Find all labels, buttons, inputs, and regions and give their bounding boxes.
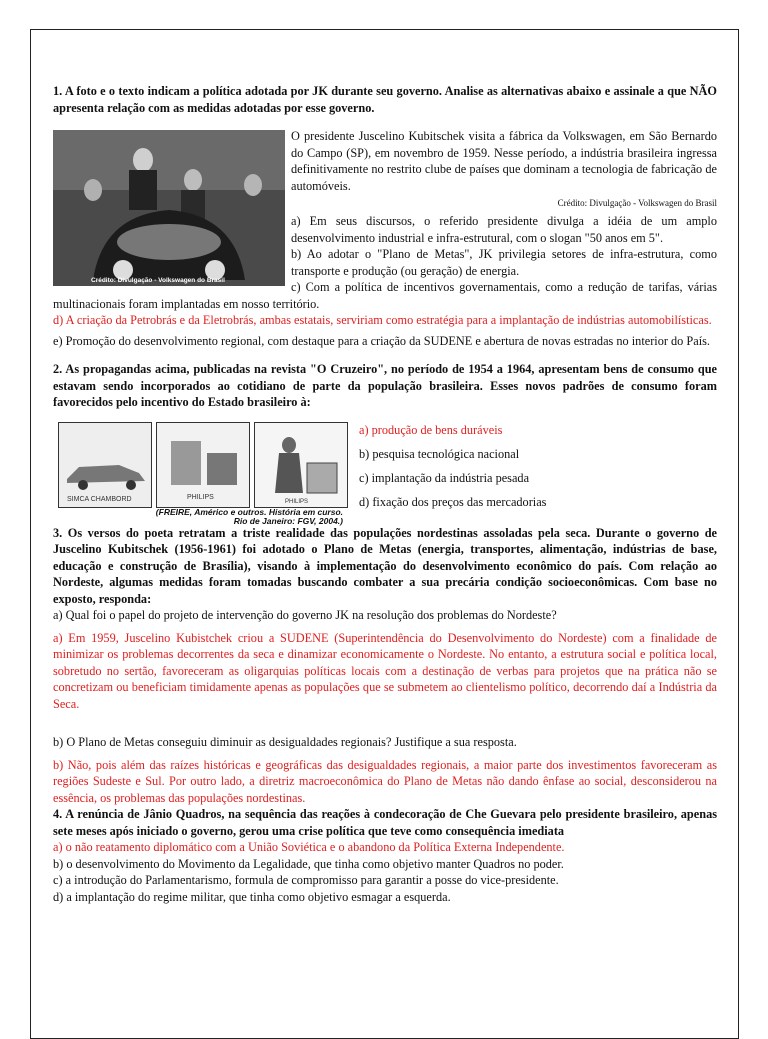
question-4-option-a-answer: a) o não reatamento diplomático com a União Soviética e o abandono da Política Externa Independente.: [53, 840, 565, 854]
photo-credit: Crédito: Divulgação - Volkswagen do Brasil: [91, 277, 225, 284]
question-1-intro: O presidente Juscelino Kubitschek visita a fábrica da Volkswagen, em São Bernardo do Campo (SP), em novembro de 1959. Nesse período, a indústria brasileira ingressa definitivamente no restrito clube de países que dominam a tecnologia de fabricação de automóveis.: [291, 129, 717, 193]
svg-text:SIMCA CHAMBORD: SIMCA CHAMBORD: [67, 495, 132, 503]
question-2-body: [53, 419, 717, 525]
washing-machine-ad-image: [254, 422, 348, 508]
ads-source-caption: [83, 508, 343, 526]
question-4-option-c: c) a introdução do Parlamentarismo, formula de compromisso para garantir a posse do vice-presidente.: [53, 873, 559, 887]
question-3-prompt: 3. Os versos do poeta retratam a triste realidade das populações nordestinas assoladas pela seca. Durante o governo de Juscelino Kubitschek (1956-1961) foi adotado o Plano de Metas (energia, transportes, alimentação, indústrias de base, educação e construção de Brasília), visando à implementação do desenvolvimento econômico do país. Com relação ao Nordeste, algumas medidas foram tomadas buscando combater a sua precária condição socioeconômicas. Com base no exposto, responda:: [53, 525, 717, 606]
svg-text:PHILIPS: PHILIPS: [285, 498, 309, 505]
question-2-option-d: d) fixação dos preços das mercadorias: [359, 494, 547, 509]
car-ad-image: [58, 422, 152, 508]
question-3-sub-a: a) Qual foi o papel do projeto de intervenção do governo JK na resolução dos problemas do Nordeste?: [53, 608, 557, 622]
question-4-option-d: d) a implantação do regime militar, que tinha como objetivo esmagar a esquerda.: [53, 889, 451, 904]
ads-source-line-2: Rio de Janeiro: FGV, 2004.): [233, 515, 343, 526]
question-1-option-c: c) Com a política de incentivos governamentais, como a redução de tarifas, várias multinacionais foram implantadas em nosso território.: [53, 280, 717, 311]
svg-text:PHILIPS: PHILIPS: [187, 493, 214, 501]
question-3-sub-b: b) O Plano de Metas conseguiu diminuir as desigualdades regionais? Justifique a sua resposta.: [53, 735, 517, 749]
question-1-option-e: e) Promoção do desenvolvimento regional, com destaque para a criação da SUDENE e abertura de novas estradas no interior do País.: [53, 333, 710, 348]
ads-image: [53, 419, 353, 525]
question-2-option-c: c) implantação da indústria pesada: [359, 470, 530, 485]
question-1-option-b: b) Ao adotar o "Plano de Metas", JK privilegia setores de infra-estrutura, como transporte e produção (ou geração) de energia.: [291, 247, 717, 278]
question-2-option-b: b) pesquisa tecnológica nacional: [359, 446, 520, 461]
question-1-credit: Crédito: Divulgação - Volkswagen do Brasil: [557, 198, 717, 208]
ads-source-line-1: (FREIRE, Américo e outros. História em curso.: [155, 506, 343, 517]
question-2-option-a-answer: a) produção de bens duráveis: [359, 422, 503, 437]
question-4-prompt: 4. A renúncia de Jânio Quadros, na sequência das reações à condecoração de Che Guevara pelo presidente brasileiro, apenas sete meses após iniciado o governo, gerou uma crise política que teve como consequência imediata: [53, 807, 717, 838]
question-3-answer-b: b) Não, pois além das raízes históricas e geográficas das desigualdades regionais, a maior parte dos investimentos favoreceram as regiões Sudeste e Sul. Por outro lado, a diretriz macroeconômica do Plano de Metas não dando ênfase ao social, desconsiderou na essência, os problemas das populações nordestinas.: [53, 757, 717, 805]
question-2-options: [353, 419, 546, 525]
question-4-option-b: b) o desenvolvimento do Movimento da Legalidade, que tinha como objetivo manter Quadros no poder.: [53, 856, 564, 871]
appliance-ad-image: [156, 422, 250, 508]
question-3-answer-a: a) Em 1959, Juscelino Kubistchek criou a SUDENE (Superintendência do Desenvolvimento do Nordeste) com a finalidade de minimizar os problemas decorrentes da seca e dinamizar economicamente o Nordeste. No entanto, a estrutura social e política local, sobretudo no sertão, favoreceram as oligarquias políticas locais com a destinação de verbas para projetos que na prática não se concretizam ou beneficiam timidamente apenas as populações que se submetem ao clientelismo político, decorrendo daí a Indústria da Seca.: [53, 630, 717, 711]
question-1-option-a: a) Em seus discursos, o referido presidente divulga a idéia de um amplo desenvolvimento industrial e infra-estrutural, com o slogan "50 anos em 5".: [291, 214, 717, 245]
question-1-prompt: 1. A foto e o texto indicam a política adotada por JK durante seu governo. Analise as alternativas abaixo e assinale a que NÃO apresenta relação com as medidas adotadas por esse governo.: [53, 84, 717, 115]
question-1-body: [53, 128, 717, 349]
jk-volkswagen-photo: [53, 130, 285, 286]
question-1-option-d-answer: d) A criação da Petrobrás e da Eletrobrás, ambas estatais, serviriam como estratégia para a implantação de indústrias automobilísticas.: [53, 313, 712, 327]
document-content: [53, 83, 717, 905]
question-2-prompt: 2. As propagandas acima, publicadas na revista "O Cruzeiro", no período de 1954 a 1964, apresentam bens de consumo que estavam sendo incorporados ao cotidiano de parte da população brasileira. Esses novos padrões de consumo foram favorecidos pelo incentivo do Estado brasileiro à:: [53, 362, 717, 409]
